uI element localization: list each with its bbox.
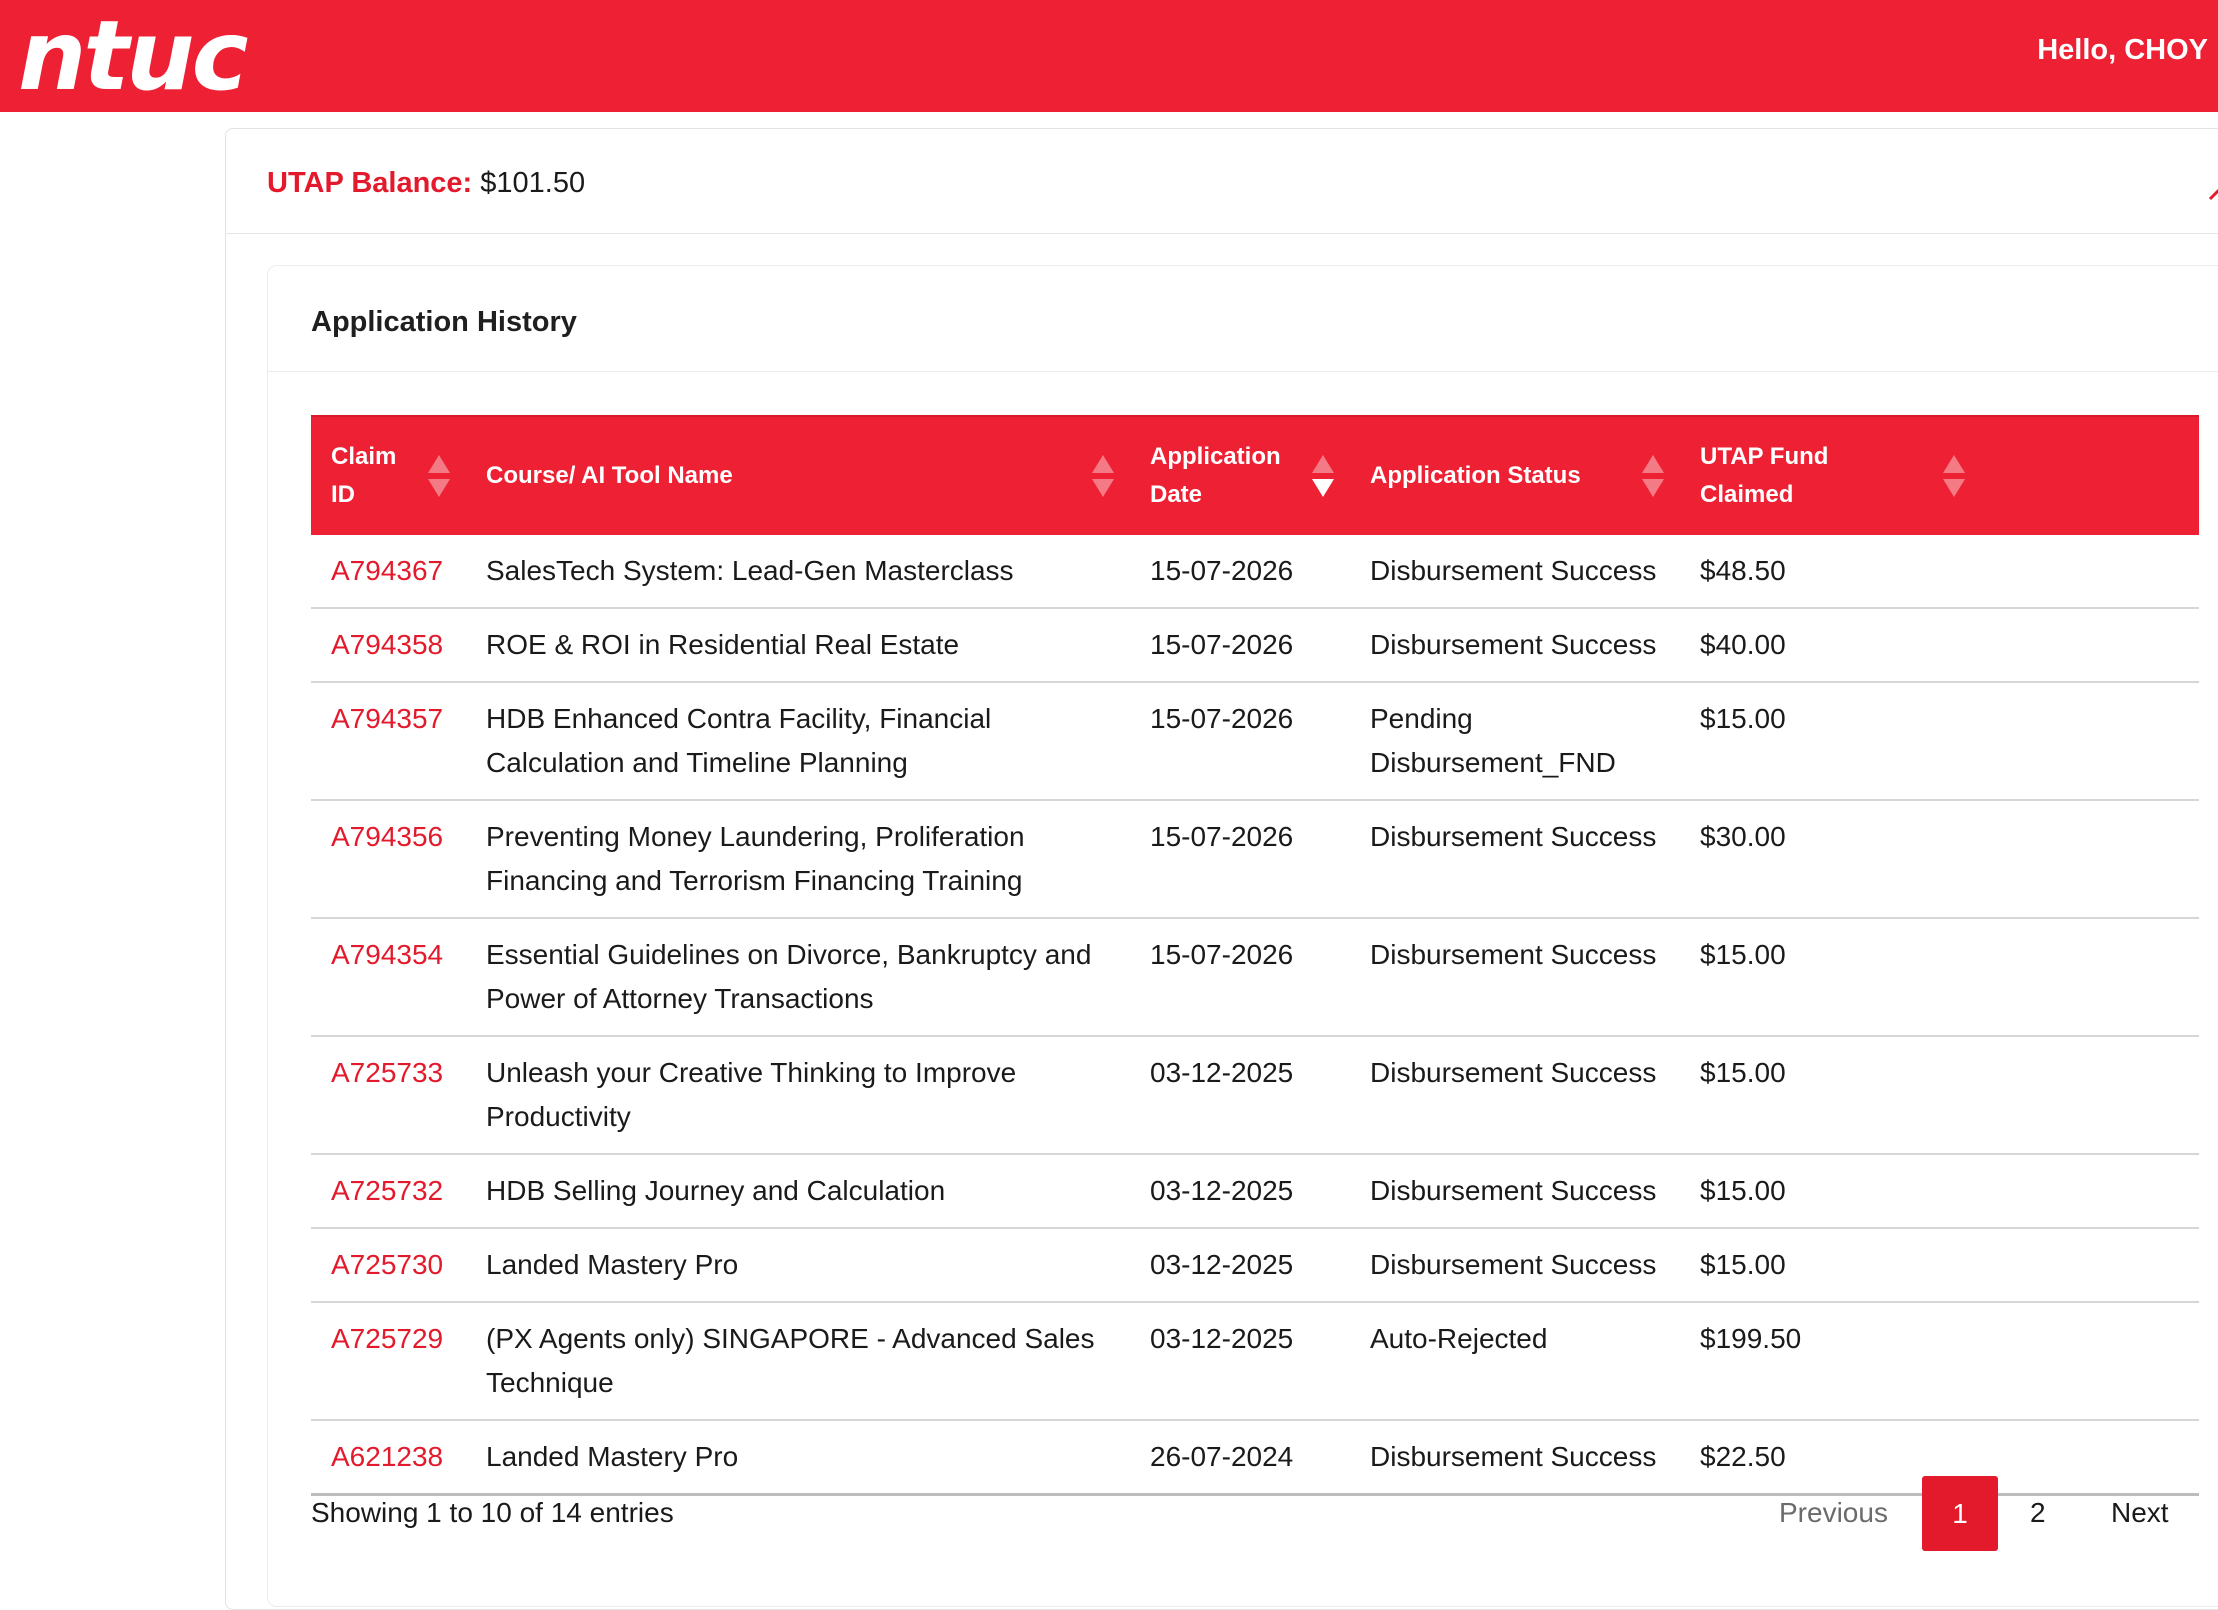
- course-name-cell: Unleash your Creative Thinking to Improve Productivity: [466, 1036, 1130, 1154]
- application-date-cell: 15-07-2026: [1130, 682, 1350, 800]
- fund-claimed-cell: $15.00: [1680, 1154, 2199, 1228]
- column-header-claim-id[interactable]: [311, 416, 466, 535]
- table-row: [311, 535, 2199, 608]
- pagination-next-button[interactable]: Next: [2111, 1497, 2169, 1528]
- application-history-table: [311, 415, 2199, 1496]
- fund-claimed-cell: $30.00: [1680, 800, 2199, 918]
- claim-id-link[interactable]: A725732: [311, 1154, 466, 1228]
- ntuc-logo[interactable]: ntuc: [18, 0, 246, 112]
- application-date-cell: 03-12-2025: [1130, 1228, 1350, 1302]
- fund-claimed-cell: $15.00: [1680, 1228, 2199, 1302]
- user-greeting[interactable]: Hello, CHOY: [2037, 34, 2208, 66]
- column-header-label: Application Date: [1150, 443, 1281, 508]
- course-name-cell: Landed Mastery Pro: [466, 1420, 1130, 1495]
- application-history-table-wrapper: [311, 415, 2199, 1496]
- column-header-label: UTAP Fund Claimed: [1700, 443, 1829, 508]
- course-name-cell: Essential Guidelines on Divorce, Bankruptcy and Power of Attorney Transactions: [466, 918, 1130, 1036]
- application-status-cell: Disbursement Success: [1350, 918, 1680, 1036]
- utap-balance-row: [226, 129, 2218, 234]
- course-name-cell: Preventing Money Laundering, Proliferation Financing and Terrorism Financing Training: [466, 800, 1130, 918]
- claim-id-link[interactable]: A725729: [311, 1302, 466, 1420]
- application-history-title: Application History: [311, 306, 577, 338]
- column-header-application-date[interactable]: [1130, 416, 1350, 535]
- application-date-cell: 03-12-2025: [1130, 1154, 1350, 1228]
- sort-icon[interactable]: [1090, 453, 1116, 499]
- table-row: [311, 1154, 2199, 1228]
- sort-icon[interactable]: [426, 453, 452, 499]
- sort-desc-icon[interactable]: [1310, 453, 1336, 499]
- course-name-cell: HDB Selling Journey and Calculation: [466, 1154, 1130, 1228]
- utap-balance: [267, 163, 585, 203]
- column-header-course-name[interactable]: [466, 416, 1130, 535]
- column-header-label: Course/ AI Tool Name: [486, 462, 733, 489]
- application-status-cell: Disbursement Success: [1350, 1420, 1680, 1495]
- application-status-cell: Disbursement Success: [1350, 1154, 1680, 1228]
- claim-id-link[interactable]: A794367: [311, 535, 466, 608]
- claim-id-link[interactable]: A794354: [311, 918, 466, 1036]
- application-date-cell: 03-12-2025: [1130, 1036, 1350, 1154]
- application-date-cell: 03-12-2025: [1130, 1302, 1350, 1420]
- entries-info: Showing 1 to 10 of 14 entries: [311, 1497, 674, 1528]
- course-name-cell: SalesTech System: Lead-Gen Masterclass: [466, 535, 1130, 608]
- application-date-cell: 26-07-2024: [1130, 1420, 1350, 1495]
- fund-claimed-cell: $22.50: [1680, 1420, 2199, 1495]
- fund-claimed-cell: $15.00: [1680, 1036, 2199, 1154]
- application-status-cell: Disbursement Success: [1350, 1228, 1680, 1302]
- table-row: [311, 1228, 2199, 1302]
- pagination-page-1-button[interactable]: 1: [1922, 1476, 1998, 1551]
- table-header-row: [311, 416, 2199, 535]
- table-row: [311, 1036, 2199, 1154]
- claim-id-link[interactable]: A794356: [311, 800, 466, 918]
- utap-balance-label: UTAP Balance:: [267, 167, 473, 199]
- course-name-cell: ROE & ROI in Residential Real Estate: [466, 608, 1130, 682]
- application-status-cell: Disbursement Success: [1350, 535, 1680, 608]
- fund-claimed-cell: $40.00: [1680, 608, 2199, 682]
- claim-id-link[interactable]: A725730: [311, 1228, 466, 1302]
- claim-id-link[interactable]: A794358: [311, 608, 466, 682]
- application-date-cell: 15-07-2026: [1130, 608, 1350, 682]
- column-header-utap-fund-claimed[interactable]: [1680, 416, 2199, 535]
- table-body: [311, 535, 2199, 1495]
- utap-balance-value: $101.50: [480, 167, 586, 199]
- application-status-cell: Disbursement Success: [1350, 608, 1680, 682]
- table-row: [311, 1420, 2199, 1495]
- top-bar: [0, 0, 2218, 112]
- application-date-cell: 15-07-2026: [1130, 800, 1350, 918]
- application-date-cell: 15-07-2026: [1130, 535, 1350, 608]
- table-row: [311, 682, 2199, 800]
- table-row: [311, 1302, 2199, 1420]
- pagination-previous-button[interactable]: Previous: [1779, 1497, 1888, 1528]
- claim-id-link[interactable]: A725733: [311, 1036, 466, 1154]
- fund-claimed-cell: $199.50: [1680, 1302, 2199, 1420]
- application-status-cell: Disbursement Success: [1350, 1036, 1680, 1154]
- table-row: [311, 918, 2199, 1036]
- application-date-cell: 15-07-2026: [1130, 918, 1350, 1036]
- table-header: [311, 416, 2199, 535]
- collapse-chevron-icon[interactable]: [2204, 169, 2218, 209]
- fund-claimed-cell: $15.00: [1680, 918, 2199, 1036]
- column-header-application-status[interactable]: [1350, 416, 1680, 535]
- table-row: [311, 608, 2199, 682]
- column-header-label: Claim ID: [331, 443, 397, 508]
- claim-id-link[interactable]: A794357: [311, 682, 466, 800]
- application-history-header: [268, 266, 2218, 372]
- sort-icon[interactable]: [1941, 453, 1967, 499]
- column-header-label: Application Status: [1370, 462, 1581, 489]
- fund-claimed-cell: $15.00: [1680, 682, 2199, 800]
- course-name-cell: (PX Agents only) SINGAPORE - Advanced Sales Technique: [466, 1302, 1130, 1420]
- application-status-cell: Pending Disbursement_FND: [1350, 682, 1680, 800]
- sort-icon[interactable]: [1640, 453, 1666, 499]
- fund-claimed-cell: $48.50: [1680, 535, 2199, 608]
- table-row: [311, 800, 2199, 918]
- course-name-cell: HDB Enhanced Contra Facility, Financial Calculation and Timeline Planning: [466, 682, 1130, 800]
- application-status-cell: Disbursement Success: [1350, 800, 1680, 918]
- application-status-cell: Auto-Rejected: [1350, 1302, 1680, 1420]
- claim-id-link[interactable]: A621238: [311, 1420, 466, 1495]
- course-name-cell: Landed Mastery Pro: [466, 1228, 1130, 1302]
- pagination-page-2-button[interactable]: 2: [2030, 1497, 2046, 1528]
